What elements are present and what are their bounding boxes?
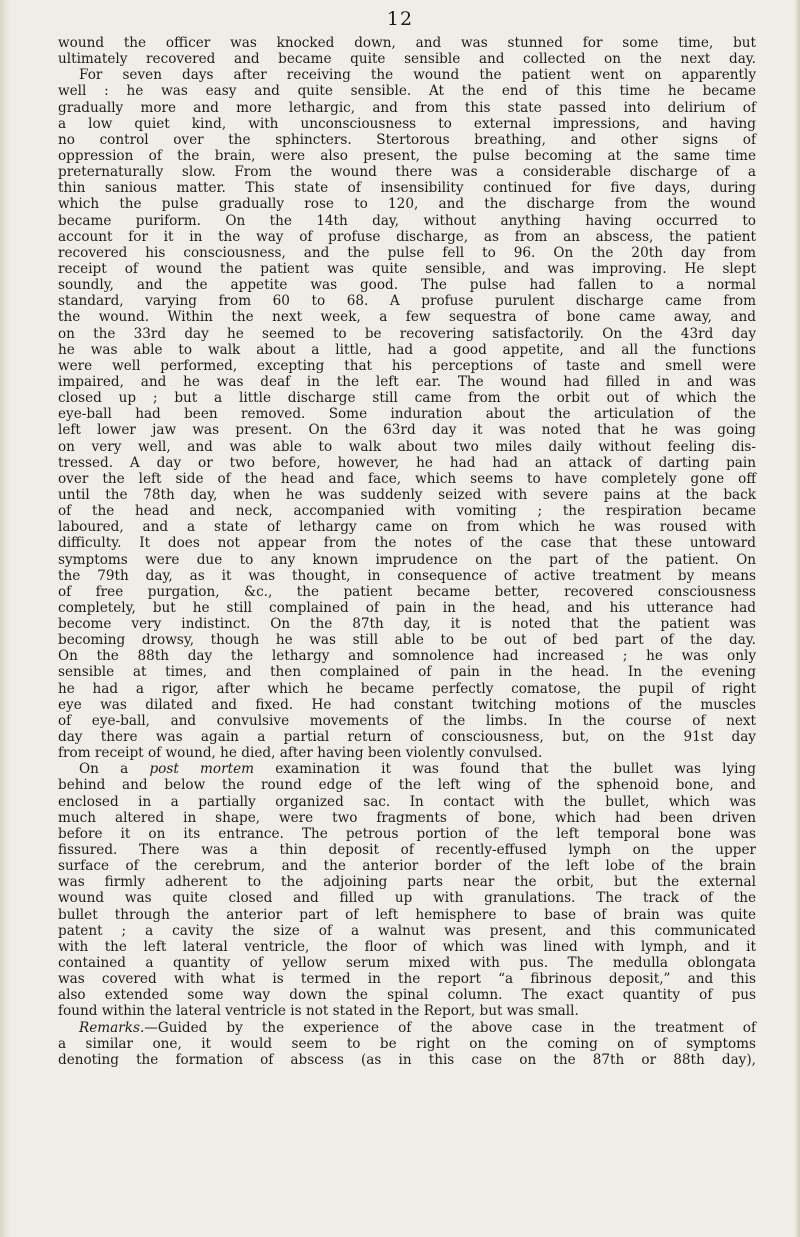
text-line: until the 78th day, when he was suddenly seized with severe pains at the back: [58, 486, 756, 503]
remarks-heading: Remarks.: [79, 1019, 145, 1036]
text-line: standard, varying from 60 to 68. A profuse purulent discharge came from: [58, 293, 756, 310]
page-number: 12: [386, 8, 414, 30]
text-line: day there was again a partial return of consciousness, but, on the 91st day: [58, 729, 756, 746]
text-line: difficulty. It does not appear from the notes of the case that these untoward: [58, 535, 756, 552]
text-line: impaired, and he was deaf in the left ear. The wound had filled in and was: [58, 373, 756, 390]
text-line: also extended some way down the spinal column. The exact quantity of pus: [58, 987, 756, 1004]
text-line: a similar one, it would seem to be right on the coming on of symptoms: [58, 1035, 756, 1052]
text-line: on very well, and was able to walk about two miles daily without feeling dis-: [58, 438, 756, 455]
text-line: gradually more and more lethargic, and from this state passed into delirium of: [58, 99, 756, 116]
page-edge-left: [0, 0, 10, 1237]
text-line: thin sanious matter. This state of insensibility continued for five days, during: [58, 180, 756, 197]
text-line: On the 88th day the lethargy and somnolence had increased ; he was only: [58, 648, 756, 665]
text-line: For seven days after receiving the wound the patient went on apparently: [79, 67, 756, 84]
text-line: tressed. A day or two before, however, he had had an attack of darting pain: [58, 454, 756, 471]
text-line: denoting the formation of abscess (as in this case on the 87th or 88th day),: [58, 1051, 756, 1068]
text-line: the 79th day, as it was thought, in consequence of active treatment by means: [58, 567, 756, 584]
text-line: well : he was easy and quite sensible. At the end of this time he became: [58, 83, 756, 100]
text-line: no control over the sphincters. Stertorous breathing, and other signs of: [58, 131, 756, 148]
text-line: closed up ; but a little discharge still came from the orbit out of which the: [58, 390, 756, 407]
text-line: before it on its entrance. The petrous portion of the left temporal bone was: [58, 825, 756, 842]
text-line: Remarks.—Guided by the experience of the above case in the treatment of: [79, 1019, 756, 1036]
text-line: a low quiet kind, with unconsciousness to external impressions, and having: [58, 115, 756, 132]
text-line: bullet through the anterior part of left hemisphere to base of brain was quite: [58, 906, 756, 923]
text-line: completely, but he still complained of pain in the head, and his utterance had: [58, 599, 756, 616]
text-line: preternaturally slow. From the wound there was a considerable discharge of a: [58, 164, 756, 181]
text-line: symptoms were due to any known imprudence on the part of the patient. On: [58, 551, 756, 568]
text-line: behind and below the round edge of the left wing of the sphenoid bone, and: [58, 777, 756, 794]
italic-phrase: post mortem: [149, 761, 255, 778]
text-line: he was able to walk about a little, had a good appetite, and all the functions: [58, 341, 756, 358]
text-line: left lower jaw was present. On the 63rd day it was noted that he was going: [58, 422, 756, 439]
text-line: he had a rigor, after which he became perfectly comatose, the pupil of right: [58, 680, 756, 697]
text-line: becoming drowsy, though he was still able to be out of bed part of the day.: [58, 632, 756, 649]
text-line: over the left side of the head and face, which seems to have completely gone off: [58, 470, 756, 487]
text-line: fissured. There was a thin deposit of recently-effused lymph on the upper: [58, 842, 756, 859]
text-line: receipt of wound the patient was quite sensible, and was improving. He slept: [58, 260, 756, 277]
text-line: patent ; a cavity the size of a walnut was present, and this communicated: [58, 922, 756, 939]
text-line: eye-ball had been removed. Some induration about the articulation of the: [58, 406, 756, 423]
text-line: laboured, and a state of lethargy came on from which he was roused with: [58, 519, 756, 536]
text-line: of free purgation, &c., the patient became better, recovered consciousness: [58, 583, 756, 600]
text-line: sensible at times, and then complained of pain in the head. In the evening: [58, 664, 756, 681]
text-line: contained a quantity of yellow serum mixed with pus. The medulla oblongata: [58, 955, 756, 972]
text-line: recovered his consciousness, and the pulse fell to 96. On the 20th day from: [58, 244, 756, 261]
text-line: with the left lateral ventricle, the floor of which was lined with lymph, and it: [58, 938, 756, 955]
text-line: account for it in the way of profuse discharge, as from an abscess, the patient: [58, 228, 756, 245]
text-line: eye was dilated and fixed. He had constant twitching motions of the muscles: [58, 696, 756, 713]
text-line: much altered in shape, were two fragments of bone, which had been driven: [58, 809, 756, 826]
text-line: oppression of the brain, were also present, the pulse becoming at the same time: [58, 147, 756, 164]
text-line: became puriform. On the 14th day, without anything having occurred to: [58, 212, 756, 229]
text-line: enclosed in a partially organized sac. In contact with the bullet, which was: [58, 793, 756, 810]
text-line: on the 33rd day he seemed to be recovering satisfactorily. On the 43rd day: [58, 325, 756, 342]
text-line: become very indistinct. On the 87th day, it is noted that the patient was: [58, 616, 756, 633]
text-line: were well performed, excepting that his perceptions of taste and smell were: [58, 357, 756, 374]
text-line: was covered with what is termed in the report “a fibrinous deposit,” and this: [58, 971, 756, 988]
text-line: of the head and neck, accompanied with vomiting ; the respiration became: [58, 503, 756, 520]
text-line: On a post mortem examination it was found that the bullet was lying: [79, 761, 756, 778]
text-line: from receipt of wound, he died, after having been violently convulsed.: [58, 745, 543, 762]
body-text: [58, 35, 756, 1068]
text-line: of eye-ball, and convulsive movements of the limbs. In the course of next: [58, 712, 756, 729]
text-line: wound was quite closed and filled up with granulations. The track of the: [58, 890, 756, 907]
text-line: which the pulse gradually rose to 120, and the discharge from the wound: [58, 196, 756, 213]
text-line: ultimately recovered and became quite sensible and collected on the next day.: [58, 51, 756, 68]
text-line: the wound. Within the next week, a few sequestra of bone came away, and: [58, 309, 756, 326]
text-line: found within the lateral ventricle is not stated in the Report, but was small.: [58, 1003, 579, 1020]
text-line: surface of the cerebrum, and the anterior border of the left lobe of the brain: [58, 858, 756, 875]
page-edge-right: [794, 0, 800, 1237]
text-line: soundly, and the appetite was good. The pulse had fallen to a normal: [58, 277, 756, 294]
text-line: wound the officer was knocked down, and was stunned for some time, but: [58, 35, 756, 51]
text-line: was firmly adherent to the adjoining parts near the orbit, but the external: [58, 874, 756, 891]
